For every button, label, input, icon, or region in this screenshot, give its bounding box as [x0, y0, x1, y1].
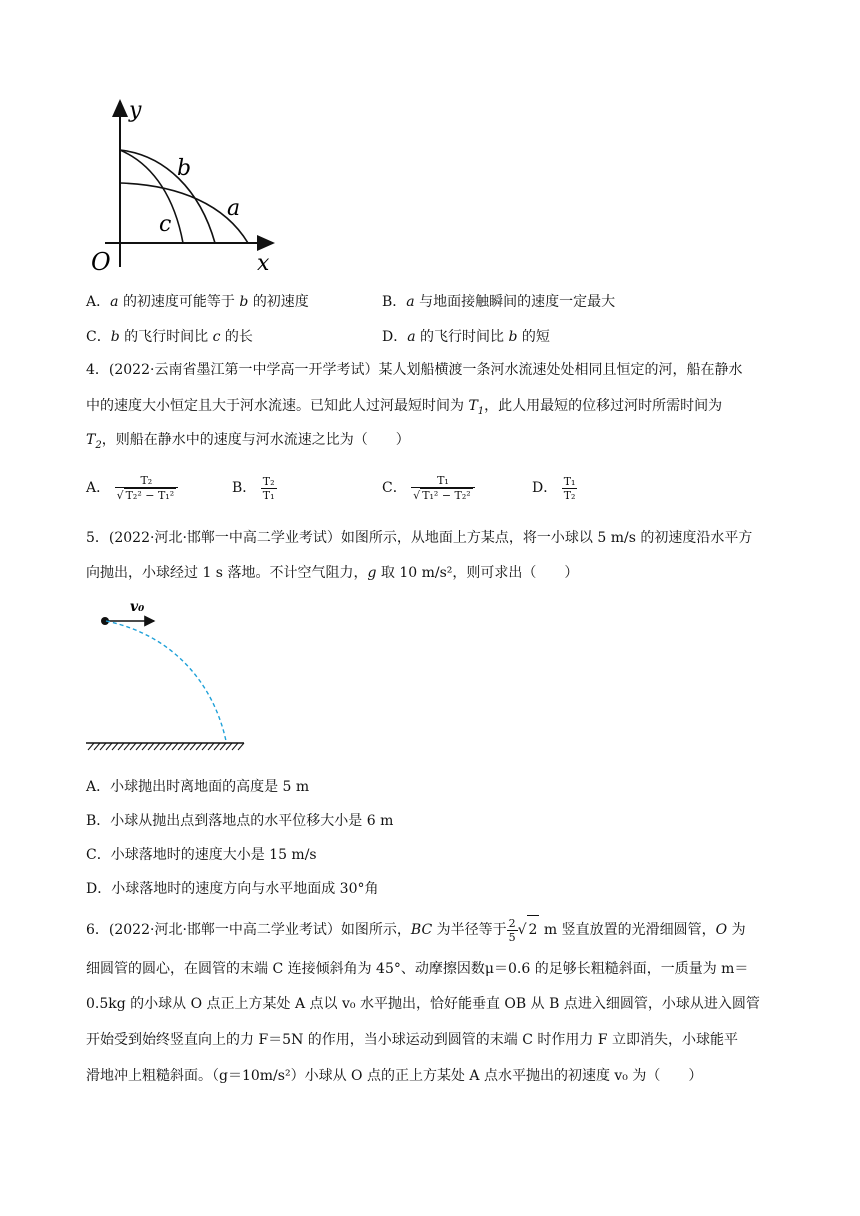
fraction-c: $\frac{\text{T₁}}{\text{√ T₁² − T₂²}}$ [411, 474, 475, 502]
q3-option-c[interactable]: C．b 的飞行时间比 c 的长 [86, 329, 253, 345]
q4-option-a[interactable]: A． $\frac{\text{T₂}}{\text{√ T₂² − T₁²}}$ [86, 468, 178, 508]
fraction-a: $\frac{\text{T₂}}{\text{√ T₂² − T₁²}}$ [115, 474, 179, 502]
radius-fraction: $\frac{2}{5}$ [508, 916, 516, 944]
label-y: y [129, 98, 142, 123]
curve-c [120, 150, 183, 243]
v0-label: v₀ [130, 599, 145, 615]
q4-stem-line3: $T_2$，则船在静水中的速度与河水流速之比为（ ） [86, 432, 410, 451]
q4-option-d[interactable]: D． $\frac{\text{T₁}}{\text{T₂}}$ [532, 474, 576, 502]
horizontal-throw-figure [84, 595, 254, 755]
q6-stem-line3: 0.5kg 的小球从 O 点正上方某处 A 点以 v₀ 水平抛出，恰好能垂直 OB 从 B 点进入细圆管，小球从进入圆管 [86, 996, 760, 1012]
q3-option-a[interactable]: A．a 的初速度可能等于 b 的初速度 [86, 294, 309, 310]
q5-option-c[interactable]: C．小球落地时的速度大小是 15 m/s [86, 847, 317, 863]
q6-stem-line2: 细圆管的圆心，在圆管的末端 C 连接倾斜角为 45°、动摩擦因数μ＝0.6 的足够长粗糙斜面，一质量为 m＝ [86, 961, 749, 977]
q6-stem-line1: 6．(2022·河北·邯郸一中高二学业考试）如图所示，BC 为半径等于 $\frac{2}{5}$ √ 2 m 竖直放置的光滑细圆管，O 为 [86, 916, 746, 944]
q3-option-b[interactable]: B．a 与地面接触瞬间的速度一定最大 [382, 294, 616, 310]
label-x: x [257, 251, 270, 276]
label-b: b [177, 156, 192, 181]
q4-stem-line2: 中的速度大小恒定且大于河水流速。已知此人过河最短时间为 $T_1$，此人用最短的位移过河时所需时间为 [86, 398, 723, 417]
q5-stem-line2: 向抛出，小球经过 1 s 落地。不计空气阻力，g 取 10 m/s²，则可求出（ ） [86, 565, 579, 581]
trajectory [106, 621, 226, 741]
label-a: a [227, 196, 241, 221]
label-origin: O [91, 248, 111, 276]
q4-option-b[interactable]: B． $\frac{\text{T₂}}{\text{T₁}}$ [232, 474, 275, 502]
fraction-b: $\frac{\text{T₂}}{\text{T₁}}$ [262, 474, 275, 502]
fraction-d: $\frac{\text{T₁}}{\text{T₂}}$ [563, 474, 576, 502]
q4-option-c[interactable]: C． $\frac{\text{T₁}}{\text{√ T₁² − T₂²}}$ [382, 468, 475, 508]
q5-option-d[interactable]: D．小球落地时的速度方向与水平地面成 30°角 [86, 881, 379, 897]
q6-stem-line4: 开始受到始终竖直向上的力 F＝5N 的作用，当小球运动到圆管的末端 C 时作用力 F 立即消失，小球能平 [86, 1032, 738, 1048]
q6-stem-line5: 滑地冲上粗糙斜面。（g＝10m/s²）小球从 O 点的正上方某处 A 点水平抛出的初速度 v₀ 为（ ） [86, 1068, 703, 1084]
q5-option-a[interactable]: A．小球抛出时离地面的高度是 5 m [86, 779, 310, 795]
ground-hatching [88, 743, 244, 750]
q5-option-b[interactable]: B．小球从抛出点到落地点的水平位移大小是 6 m [86, 813, 394, 829]
q5-stem-line1: 5．(2022·河北·邯郸一中高二学业考试）如图所示，从地面上方某点，将一小球以 5 m/s 的初速度沿水平方 [86, 530, 753, 546]
projectile-curves-figure [85, 95, 285, 280]
q3-option-d[interactable]: D．a 的飞行时间比 b 的短 [382, 329, 550, 345]
q4-stem-line1: 4．(2022·云南省墨江第一中学高一开学考试）某人划船横渡一条河水流速处处相同且恒定的河，船在静水 [86, 362, 743, 378]
label-c: c [159, 212, 172, 237]
